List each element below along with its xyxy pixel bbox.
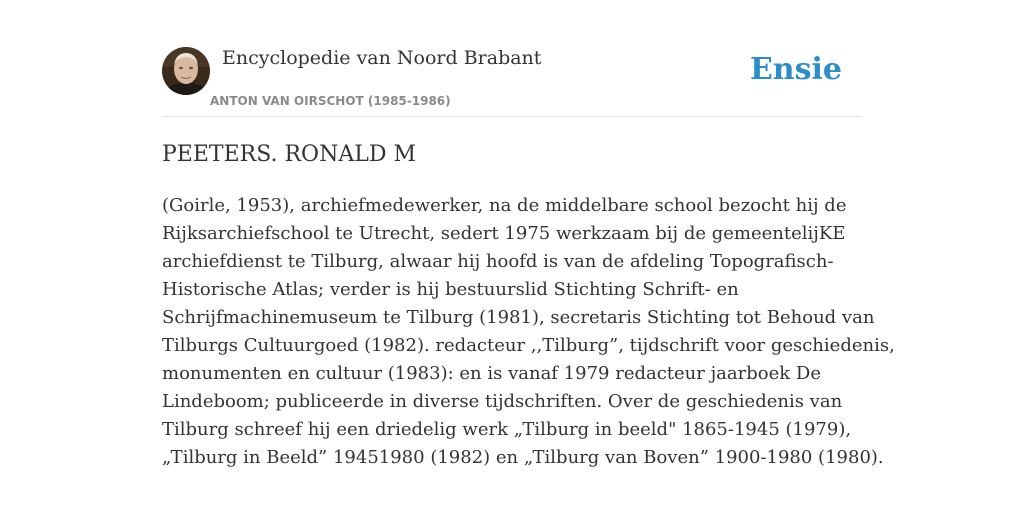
entry-body-line: „Tilburg in Beeld” 19451980 (1982) en „Tilburg van Boven” 1900-1980 (1980).	[162, 447, 884, 468]
entry-body-line: Tilburgs Cultuurgoed (1982). redacteur ,,Tilburg”, tijdschrift voor geschiedenis,	[162, 335, 895, 356]
entry-body-line: Rijksarchiefschool te Utrecht, sedert 1975 werkzaam bij de gemeentelijKE	[162, 223, 846, 244]
entry-body-line: Tilburg schreef hij een driedelig werk „Tilburg in beeld" 1865-1945 (1979),	[162, 419, 852, 440]
entry-body-line: Lindeboom; publiceerde in diverse tijdschriften. Over de geschiedenis van	[162, 391, 843, 412]
brand-logo[interactable]: Ensie	[749, 52, 842, 87]
entry-body-line: archiefdienst te Tilburg, alwaar hij hoofd is van de afdeling Topografisch-	[162, 251, 834, 272]
source-title[interactable]: Encyclopedie van Noord Brabant	[222, 47, 542, 69]
author-avatar[interactable]	[162, 47, 210, 95]
entry-body	[162, 192, 895, 472]
author-portrait-image	[162, 47, 210, 95]
entry-body-line: (Goirle, 1953), archiefmedewerker, na de middelbare school bezocht hij de	[162, 195, 847, 216]
author-name[interactable]: ANTON VAN OIRSCHOT (1985-1986)	[210, 94, 451, 108]
entry-body-line: Historische Atlas; verder is hij bestuurslid Stichting Schrift- en	[162, 279, 739, 300]
entry-body-line: Schrijfmachinemuseum te Tilburg (1981), secretaris Stichting tot Behoud van	[162, 307, 875, 328]
entry-body-line: monumenten en cultuur (1983): en is vanaf 1979 redacteur jaarboek De	[162, 363, 821, 384]
header	[162, 44, 862, 117]
entry-title: PEETERS. RONALD M	[162, 142, 416, 167]
